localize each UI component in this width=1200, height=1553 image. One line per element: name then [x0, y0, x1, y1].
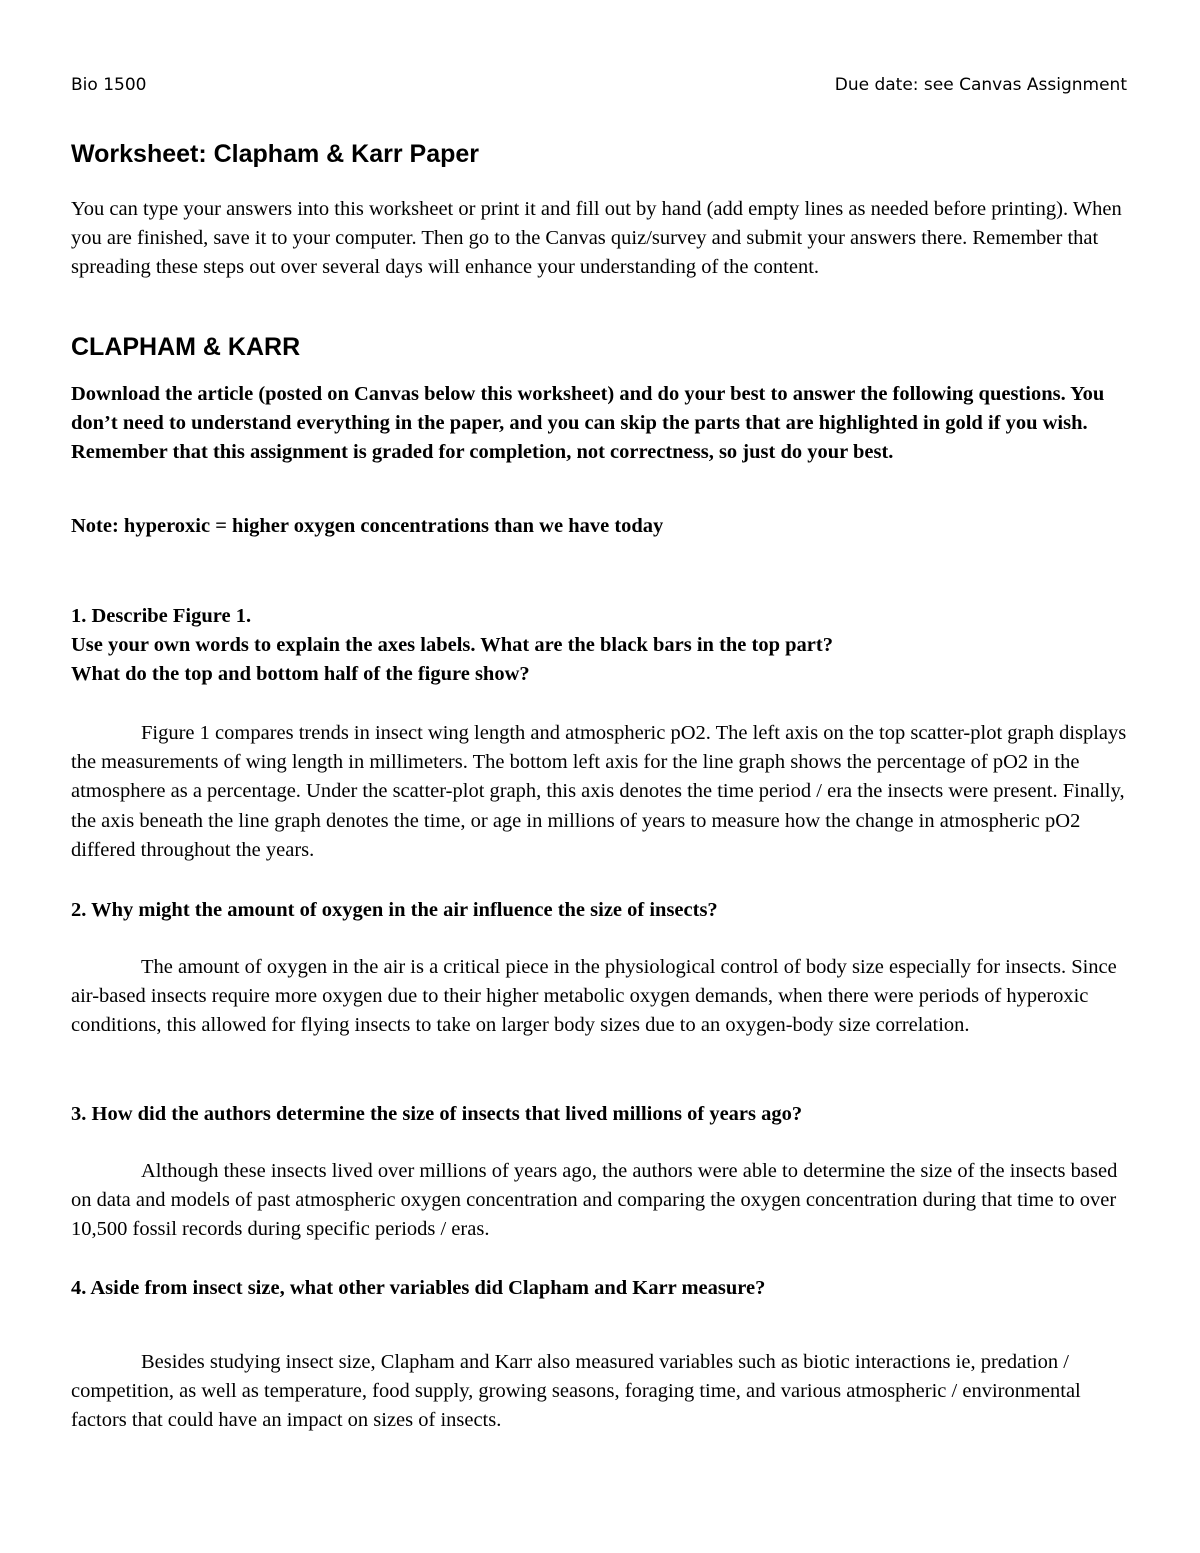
answer-3[interactable]: Although these insects lived over millions of years ago, the authors were able to determine the size of the insects based on data and models of past atmospheric oxygen concentration and comparing the oxygen concentration during that time to over 10,500 fossil records during specific periods / eras.	[71, 1160, 1118, 1241]
question-1	[71, 602, 1129, 690]
answer-2[interactable]: The amount of oxygen in the air is a critical piece in the physiological control of body size especially for insects. Since air-based insects require more oxygen due to their higher metabolic oxygen demands, when there were periods of hyperoxic conditions, this allowed for flying insects to take on larger body sizes due to an oxygen-body size correlation.	[71, 956, 1117, 1037]
question-2-text: 2. Why might the amount of oxygen in the air influence the size of insects?	[71, 899, 718, 921]
question-3	[71, 1100, 1129, 1129]
question-1-line-3: What do the top and bottom half of the figure show?	[71, 663, 530, 686]
course-code: Bio 1500	[71, 75, 147, 95]
due-date: Due date: see Canvas Assignment	[834, 75, 1127, 95]
instructions-paragraph: Download the article (posted on Canvas below this worksheet) and do your best to answer the following questions. You don’t need to understand everything in the paper, and you can skip the parts that are highlighted in gold if you wish. Remember that this assignment is graded for completion, not correctness, so just do your best.	[71, 383, 1105, 464]
intro-paragraph: You can type your answers into this worksheet or print it and fill out by hand (add empty lines as needed before printing). When you are finished, save it to your computer. Then go to the Canvas quiz/survey and submit your answers there. Remember that spreading these steps out over several days will enhance your understanding of the content.	[71, 198, 1122, 279]
worksheet-title: Worksheet: Clapham & Karr Paper	[71, 140, 479, 168]
question-4	[71, 1274, 1129, 1303]
question-3-text: 3. How did the authors determine the size of insects that lived millions of years ago?	[71, 1103, 803, 1125]
section-heading: CLAPHAM & KARR	[71, 333, 301, 361]
question-4-text: 4. Aside from insect size, what other variables did Clapham and Karr measure?	[71, 1277, 766, 1299]
question-1-line-1: 1. Describe Figure 1.	[71, 605, 252, 627]
answer-1[interactable]: Figure 1 compares trends in insect wing length and atmospheric pO2. The left axis on the top scatter-plot graph displays the measurements of wing length in millimeters. The bottom left axis for the line graph shows the percentage of pO2 in the atmosphere as a percentage. Under the scatter-plot graph, this axis denotes the time period / era the insects were present. Finally, the axis beneath the line graph denotes the time, or age in millions of years to measure how the change in atmospheric pO2 differed throughout the years.	[71, 722, 1127, 861]
question-2	[71, 896, 1129, 925]
answer-4[interactable]: Besides studying insect size, Clapham and Karr also measured variables such as biotic interactions ie, predation / competition, as well as temperature, food supply, growing seasons, foraging time, and various atmospheric / environmental factors that could have an impact on sizes of insects.	[71, 1351, 1081, 1432]
note-hyperoxic: Note: hyperoxic = higher oxygen concentrations than we have today	[71, 515, 664, 537]
question-1-line-2: Use your own words to explain the axes labels. What are the black bars in the top part?	[71, 634, 833, 657]
